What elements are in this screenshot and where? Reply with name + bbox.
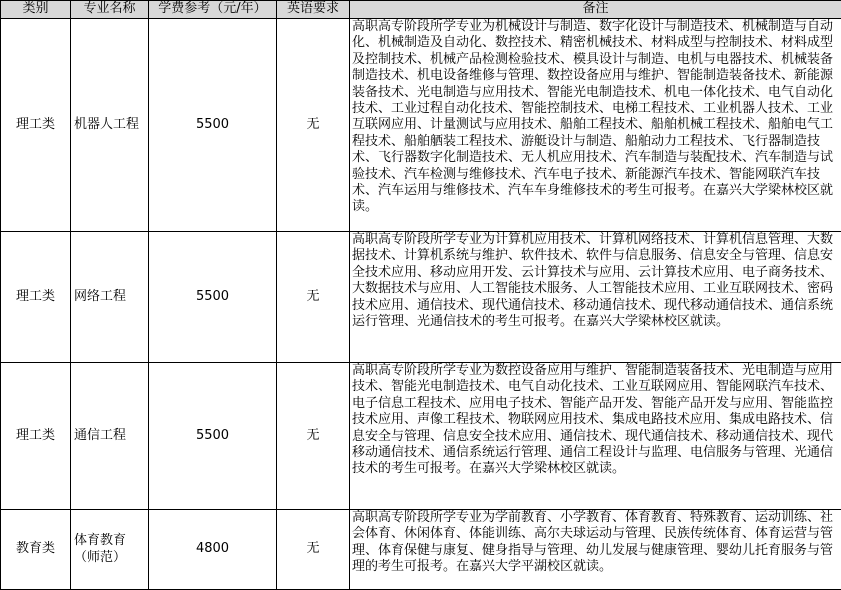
- header-remarks: 备注: [350, 1, 841, 19]
- table-row: [1, 19, 841, 232]
- table-row: [1, 232, 841, 363]
- header-category: 类别: [1, 1, 71, 19]
- header-english: 英语要求: [277, 1, 350, 19]
- remarks-cell: 高职高专阶段所学专业为计算机应用技术、计算机网络技术、计算机信息管理、大数据技术、计算机系统与维护、软件技术、软件与信息服务、信息安全与管理、信息安全技术应用、移动应用开发、云计算技术与应用、云计算技术应用、电子商务技术、大数据技术与应用、人工智能技术服务、人工智能技术应用、工业互联网技术、密码技术应用、通信技术、现代通信技术、移动通信技术、现代移动通信技术、通信系统运行管理、光通信技术的考生可报考。在嘉兴大学梁林校区就读。: [350, 232, 841, 363]
- major-cell: 机器人工程: [71, 19, 149, 232]
- major-cell: 通信工程: [71, 363, 149, 510]
- english-cell: 无: [277, 363, 350, 510]
- tuition-cell: 5500: [149, 363, 277, 510]
- category-cell: 理工类: [1, 363, 71, 510]
- table-header-row: [1, 1, 841, 19]
- major-cell: 体育教育（师范）: [71, 510, 149, 590]
- english-cell: 无: [277, 19, 350, 232]
- table-row: [1, 510, 841, 590]
- category-cell: 理工类: [1, 19, 71, 232]
- english-cell: 无: [277, 510, 350, 590]
- remarks-cell: 高职高专阶段所学专业为数控设备应用与维护、智能制造装备技术、光电制造与应用技术、智能光电制造技术、电气自动化技术、工业互联网应用、智能网联汽车技术、电子信息工程技术、应用电子技术、智能产品开发、智能产品开发与应用、智能监控技术应用、声像工程技术、物联网应用技术、集成电路技术应用、集成电路技术、信息安全与管理、信息安全技术应用、通信技术、现代通信技术、移动通信技术、现代移动通信技术、通信系统运行管理、通信工程设计与监理、电信服务与管理、光通信技术的考生可报考。在嘉兴大学梁林校区就读。: [350, 363, 841, 510]
- english-cell: 无: [277, 232, 350, 363]
- header-tuition: 学费参考（元/年）: [149, 1, 277, 19]
- category-cell: 理工类: [1, 232, 71, 363]
- remarks-cell: 高职高专阶段所学专业为学前教育、小学教育、体育教育、特殊教育、运动训练、社会体育、休闲体育、体能训练、高尔夫球运动与管理、民族传统体育、体育运营与管理、体育保健与康复、健身指导与管理、幼儿发展与健康管理、婴幼儿托育服务与管理的考生可报考。在嘉兴大学平湖校区就读。: [350, 510, 841, 590]
- tuition-cell: 5500: [149, 232, 277, 363]
- tuition-cell: 5500: [149, 19, 277, 232]
- table-row: [1, 363, 841, 510]
- header-major: 专业名称: [71, 1, 149, 19]
- remarks-cell: 高职高专阶段所学专业为机械设计与制造、数字化设计与制造技术、机械制造与自动化、机械制造及自动化、数控技术、精密机械技术、材料成型与控制技术、材料成型及控制技术、机械产品检测检验技术、模具设计与制造、电机与电器技术、机械装备制造技术、机电设备维修与管理、数控设备应用与维护、智能制造装备技术、新能源装备技术、光电制造与应用技术、智能光电制造技术、机电一体化技术、电气自动化技术、工业过程自动化技术、智能控制技术、电梯工程技术、工业机器人技术、工业互联网应用、计量测试与应用技术、船舶工程技术、船舶机械工程技术、船舶电气工程技术、船舶舾装工程技术、游艇设计与制造、船舶动力工程技术、飞行器制造技术、飞行器数字化制造技术、无人机应用技术、汽车制造与装配技术、汽车制造与试验技术、汽车检测与维修技术、汽车电子技术、新能源汽车技术、智能网联汽车技术、汽车运用与维修技术、汽车车身维修技术的考生可报考。在嘉兴大学梁林校区就读。: [350, 19, 841, 232]
- major-cell: 网络工程: [71, 232, 149, 363]
- category-cell: 教育类: [1, 510, 71, 590]
- tuition-cell: 4800: [149, 510, 277, 590]
